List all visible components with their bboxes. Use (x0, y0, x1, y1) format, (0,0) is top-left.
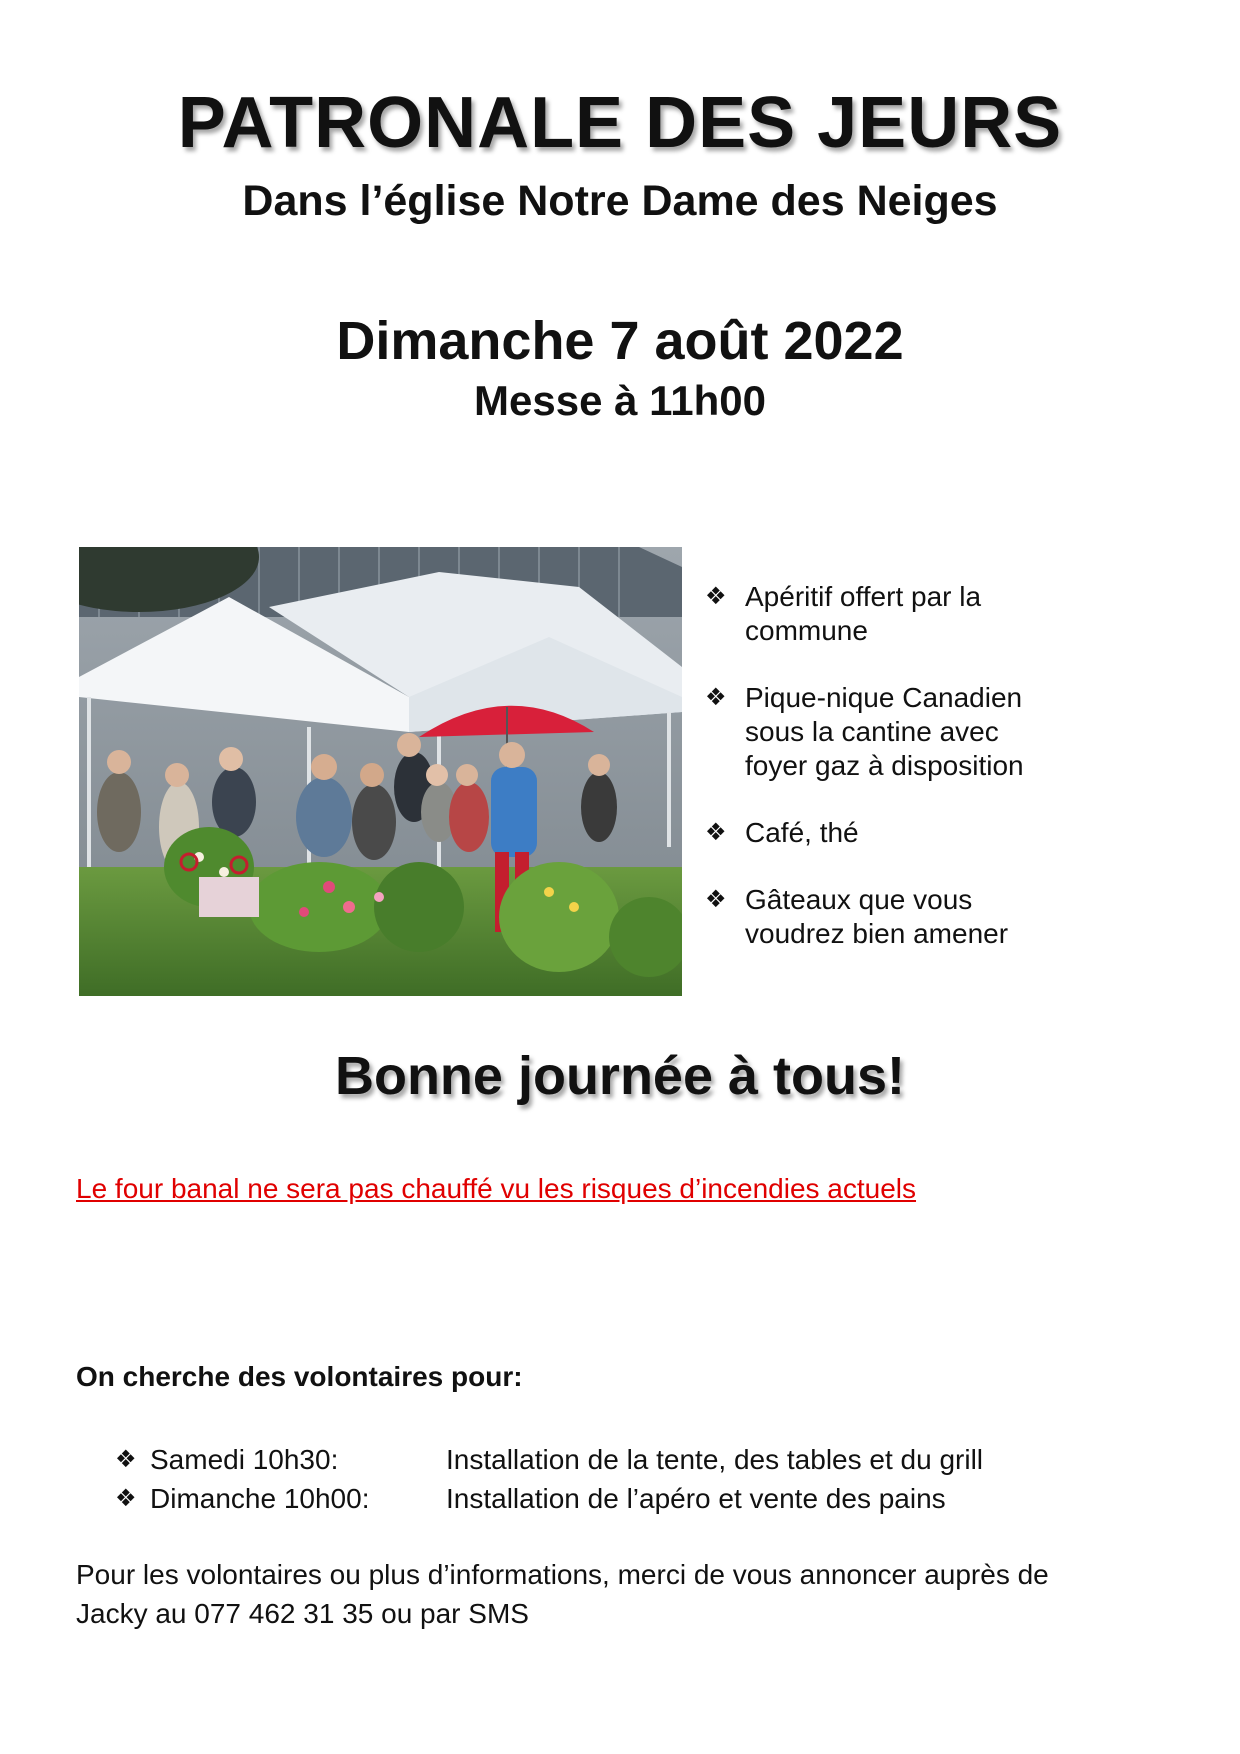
slogan: Bonne journée à tous! (334, 1046, 906, 1106)
diamond-bullet-icon: ❖ (705, 886, 727, 913)
list-item (705, 883, 1225, 951)
list-item (705, 681, 1225, 783)
feature-text: Gâteaux que vous (745, 884, 973, 915)
feature-text: foyer gaz à disposition (745, 750, 1024, 781)
feature-text: voudrez bien amener (745, 918, 1009, 949)
diamond-bullet-icon: ❖ (705, 583, 727, 610)
fire-warning: Le four banal ne sera pas chauffé vu les risques d’incendies actuels (76, 1173, 917, 1204)
event-date: Dimanche 7 août 2022 (336, 311, 904, 371)
list-item (705, 580, 1225, 648)
diamond-bullet-icon: ❖ (705, 819, 727, 846)
list-item (705, 816, 1225, 850)
volunteer-schedule (115, 1440, 1175, 1518)
event-photo (79, 547, 682, 996)
feature-text: commune (745, 615, 868, 646)
schedule-day: Dimanche 10h00: (150, 1483, 370, 1514)
contact-line: Pour les volontaires ou plus d’informations, merci de vous annoncer auprès de (76, 1559, 1049, 1590)
feature-list (705, 580, 1225, 984)
list-item (115, 1479, 1175, 1518)
feature-text: Café, thé (745, 817, 859, 848)
volunteers-heading: On cherche des volontaires pour: (76, 1361, 523, 1392)
feature-text: sous la cantine avec (745, 716, 999, 747)
schedule-day: Samedi 10h30: (150, 1444, 339, 1475)
contact-info (76, 1555, 1186, 1633)
diamond-bullet-icon: ❖ (115, 1446, 137, 1473)
mass-time: Messe à 11h00 (474, 377, 766, 424)
schedule-task: Installation de l’apéro et vente des pains (446, 1483, 946, 1514)
list-item (115, 1440, 1175, 1479)
church-subtitle: Dans l’église Notre Dame des Neiges (242, 177, 998, 225)
schedule-task: Installation de la tente, des tables et du grill (446, 1444, 984, 1475)
diamond-bullet-icon: ❖ (115, 1485, 137, 1512)
feature-text: Apéritif offert par la (745, 581, 982, 612)
feature-text: Pique-nique Canadien (745, 682, 1023, 713)
contact-line: Jacky au 077 462 31 35 ou par SMS (76, 1598, 529, 1629)
diamond-bullet-icon: ❖ (705, 684, 727, 711)
page-title: PATRONALE DES JEURS (177, 83, 1063, 163)
